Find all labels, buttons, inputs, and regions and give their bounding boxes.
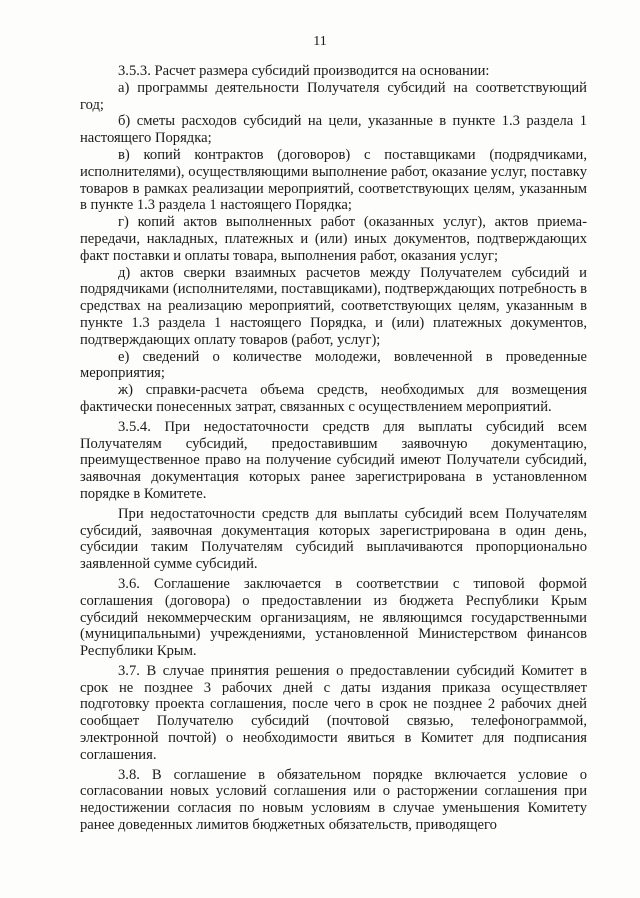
paragraph-3-6: 3.6. Соглашение заключается в соответствии с типовой формой соглашения (договора) о предоставлении из бюджета Республики Крым субсидий некоммерческим организациям, не являющимся государственными (муниципальными) учреждениями, установленной Министерством финансов Республики Крым. (80, 575, 587, 660)
paragraph-3-5-4: 3.5.4. При недостаточности средств для выплаты субсидий всем Получателям субсидий, предоставившим заявочную документацию, преимущественное право на получение субсидий имеют Получатели субсидий, заявочная документация которых ранее зарегистрирована в установленном порядке в Комитете. (80, 418, 587, 502)
paragraph-3-5-3: 3.5.3. Расчет размера субсидий производится на основании: (118, 63, 490, 79)
paragraph-3-7: 3.7. В случае принятия решения о предоставлении субсидий Комитет в срок не позднее 3 рабочих дней с даты издания приказа осуществляет подготовку проекта соглашения, после чего в срок не позднее 2 рабочих дней сообщает Получателю субсидий (почтовой связью, телефонограммой, электронной почтой) о необходимости явиться в Комитет для подписания соглашения. (80, 662, 587, 763)
list-item-a: а) программы деятельности Получателя субсидий на соответствующий год; (80, 79, 587, 113)
list-item-zh: ж) справки-расчета объема средств, необходимых для возмещения фактически понесенных затрат, связанных с осуществлением мероприятий. (80, 382, 587, 415)
list-item-v: в) копий контрактов (договоров) с поставщиками (подрядчиками, исполнителями), осуществляющими выполнение работ, оказание услуг, поставку товаров в рамках реализации мероприятий, соответствующих целям, указанным в пункте 1.3 раздела 1 настоящего Порядка; (80, 146, 587, 214)
list-item-e: е) сведений о количестве молодежи, вовлеченной в проведенные мероприятия; (80, 348, 587, 382)
document-body (80, 63, 587, 834)
list-item-b: б) сметы расходов субсидий на цели, указанные в пункте 1.3 раздела 1 настоящего Порядка; (80, 113, 587, 147)
page-number: 11 (313, 34, 327, 49)
list-item-d: д) актов сверки взаимных расчетов между Получателем субсидий и подрядчиками (исполнителями, поставщиками), подтверждающих потребность в средствах на реализацию мероприятий, соответствующих целям, указанным в пункте 1.3 раздела 1 настоящего Порядка, и (или) платежных документов, подтверждающих оплату товаров (работ, услуг); (80, 264, 587, 348)
list-item-g: г) копий актов выполненных работ (оказанных услуг), актов приема-передачи, накладных, платежных и (или) иных документов, подтверждающих факт поставки и оплаты товара, выполнения работ, оказания услуг; (80, 214, 587, 264)
paragraph-3-5-4-cont: При недостаточности средств для выплаты субсидий всем Получателям субсидий, заявочная документация которых зарегистрирована в один день, субсидии таким Получателям субсидий выплачиваются пропорционально заявленной сумме субсидий. (80, 505, 587, 573)
paragraph-3-8: 3.8. В соглашение в обязательном порядке включается условие о согласовании новых условий соглашения или о расторжении соглашения при недостижении согласия по новым условиям в случае уменьшения Комитету ранее доведенных лимитов бюджетных обязательств, приводящего (80, 766, 587, 834)
